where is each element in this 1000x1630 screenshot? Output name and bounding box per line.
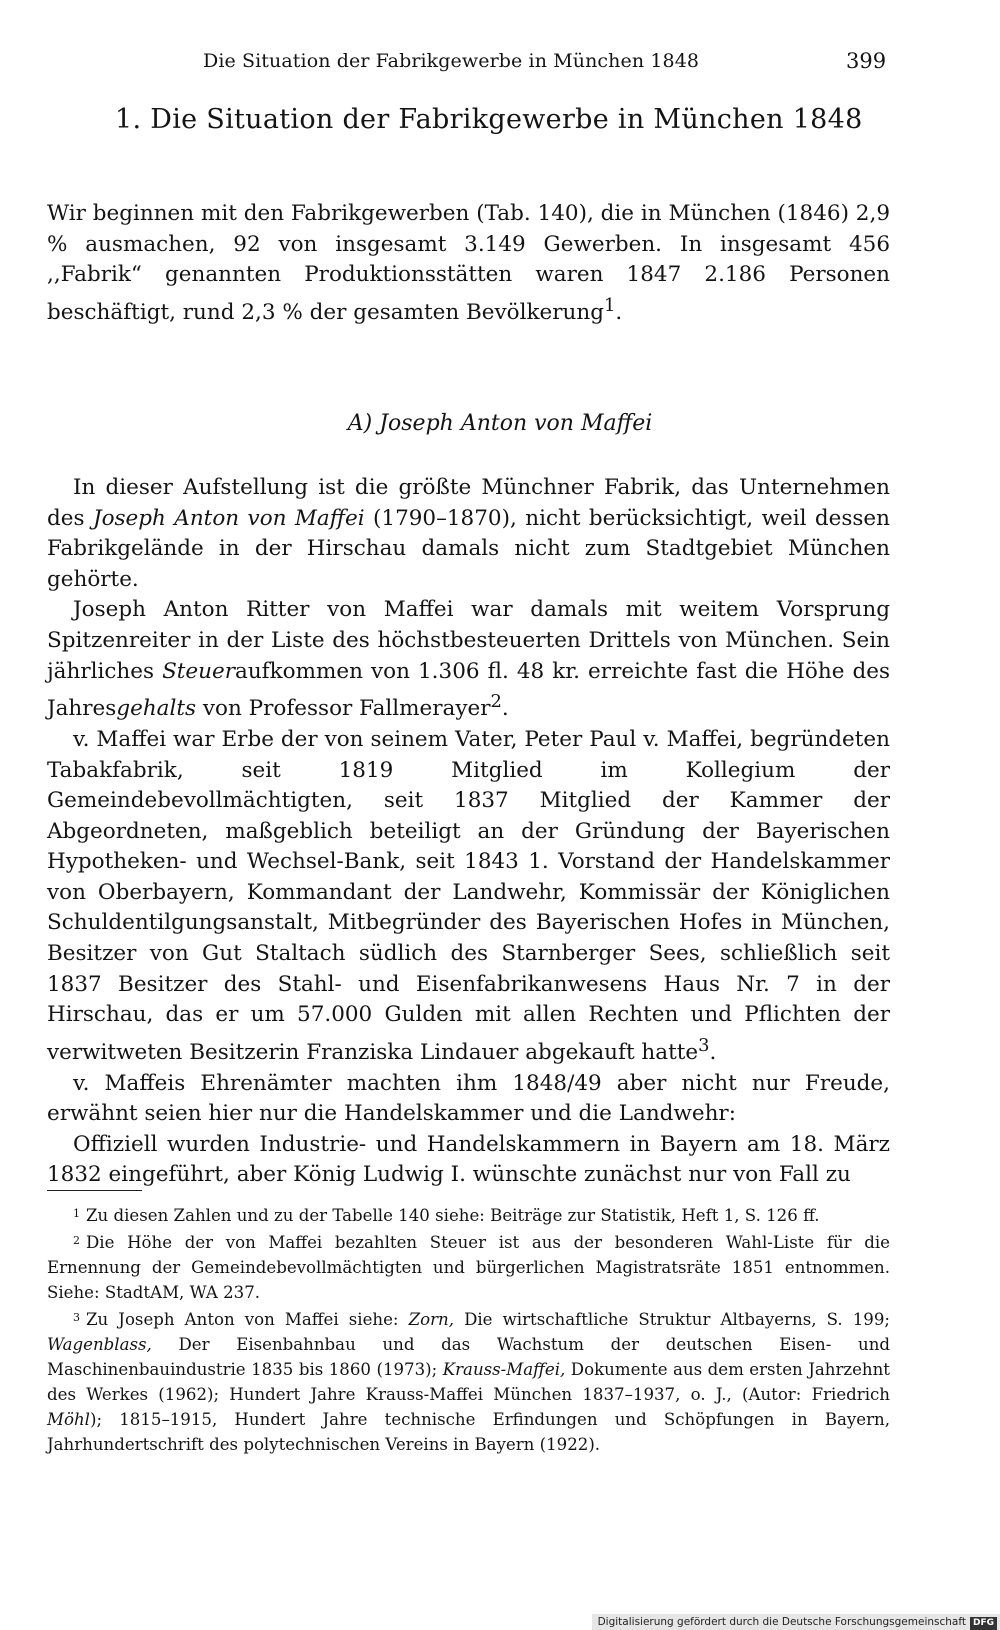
intro-text: [47, 199, 890, 329]
footnote-ref[interactable]: 2: [490, 691, 502, 713]
footnote: $^2$ Die Höhe der von Maffei bezahlten Steuer ist aus der besonderen Wahl-Liste für die Ernennung der Gemeindebevollmächtigten und bürgerlichen Magistratsräte 1851 entnommen. Siehe: StadtAM, WA 237.: [47, 1233, 890, 1302]
running-head: [0, 50, 1000, 80]
funding-footer: [592, 1614, 1000, 1630]
running-title: Die Situation der Fabrikgewerbe in München 1848: [203, 50, 700, 72]
footnotes: [47, 1201, 890, 1457]
footnote-ref[interactable]: 3: [698, 1034, 710, 1056]
page-number: 399: [846, 49, 887, 73]
body-text: [47, 473, 890, 1191]
footnote-rule: [47, 1190, 142, 1191]
dfg-logo-icon: DFG: [970, 1617, 997, 1630]
paragraph: Offiziell wurden Industrie- und Handelskammern in Bayern am 18. März 1832 eingeführt, aber König Ludwig I. wünschte zunächst nur von Fall zu: [47, 1131, 890, 1188]
paragraph: In dieser Aufstellung ist die größte Münchner Fabrik, das Unternehmen des Joseph Anton von Maffei (1790–1870), nicht berücksichtigt, weil dessen Fabrikgelände in der Hirschau damals nicht zum Stadtgebiet München gehörte.: [47, 475, 890, 592]
chapter-title: 1. Die Situation der Fabrikgewerbe in München 1848: [115, 104, 863, 135]
section-heading: A) Joseph Anton von Maffei: [347, 411, 653, 436]
paragraph: Joseph Anton Ritter von Maffei war damals mit weitem Vorsprung Spitzenreiter in der Liste des höchstbesteuerten Drittels von München. Sein jährliches Steueraufkommen von 1.306 fl. 48 kr. erreichte fast die Höhe des Jahresgehalts von Professor Fallmerayer$^2$.: [47, 597, 890, 722]
paragraph: v. Maffei war Erbe der von seinem Vater, Peter Paul v. Maffei, begründeten Tabakfabrik, seit 1819 Mitglied im Kollegium der Gemeindebevollmächtigten, seit 1837 Mitglied der Kammer der Abgeordneten, maßgeblich beteiligt an der Gründung der Bayerischen Hypotheken- und Wechsel-Bank, seit 1843 1. Vorstand der Handelskammer von Oberbayern, Kommandant der Landwehr, Kommissär der Königlichen Schuldentilgungsanstalt, Mitbegründer des Bayerischen Hofes in München, Besitzer von Gut Staltach südlich des Starnberger Sees, schließlich seit 1837 Besitzer des Stahl- und Eisenfabrikanwesens Haus Nr. 7 in der Hirschau, das er um 57.000 Gulden mit allen Rechten und Pflichten der verwitweten Besitzerin Franziska Lindauer abgekauft hatte$^3$.: [47, 726, 890, 1065]
paragraph: Wir beginnen mit den Fabrikgewerben (Tab. 140), die in München (1846) 2,9 % ausmachen, 92 von insgesamt 3.149 Gewerben. In insgesamt 456 ,,Fabrik“ genannten Produktionsstätten waren 1847 2.186 Personen beschäftigt, rund 2,3 % der gesamten Bevölkerung$^1$.: [47, 201, 890, 325]
paragraph: v. Maffeis Ehrenämter machten ihm 1848/49 aber nicht nur Freude, erwähnt seien hier nur die Handelskammer und die Landwehr:: [47, 1070, 890, 1127]
footnote: $^1$ Zu diesen Zahlen und zu der Tabelle 140 siehe: Beiträge zur Statistik, Heft 1, S. 126 ff.: [73, 1206, 820, 1225]
person-name: Joseph Anton von Maffei: [92, 505, 365, 531]
funding-note: Digitalisierung gefördert durch die Deutsche Forschungsgemeinschaft: [597, 1616, 966, 1628]
footnote: $^3$ Zu Joseph Anton von Maffei siehe: Zorn, Die wirtschaftliche Struktur Altbayerns, S. 199; Wagenblass, Der Eisenbahnbau und das Wachstum der deutschen Eisen- und Maschinenbauindustrie 1835 bis 1860 (1973); Krauss-Maffei, Dokumente aus dem ersten Jahrzehnt des Werkes (1962); Hundert Jahre Krauss-Maffei München 1837–1937, o. J., (Autor: Friedrich Möhl); 1815–1915, Hundert Jahre technische Erfindungen und Schöpfungen in Bayern, Jahrhundertschrift des polytechnischen Vereins in Bayern (1922).: [47, 1310, 890, 1454]
footnote-ref[interactable]: 1: [603, 294, 616, 316]
